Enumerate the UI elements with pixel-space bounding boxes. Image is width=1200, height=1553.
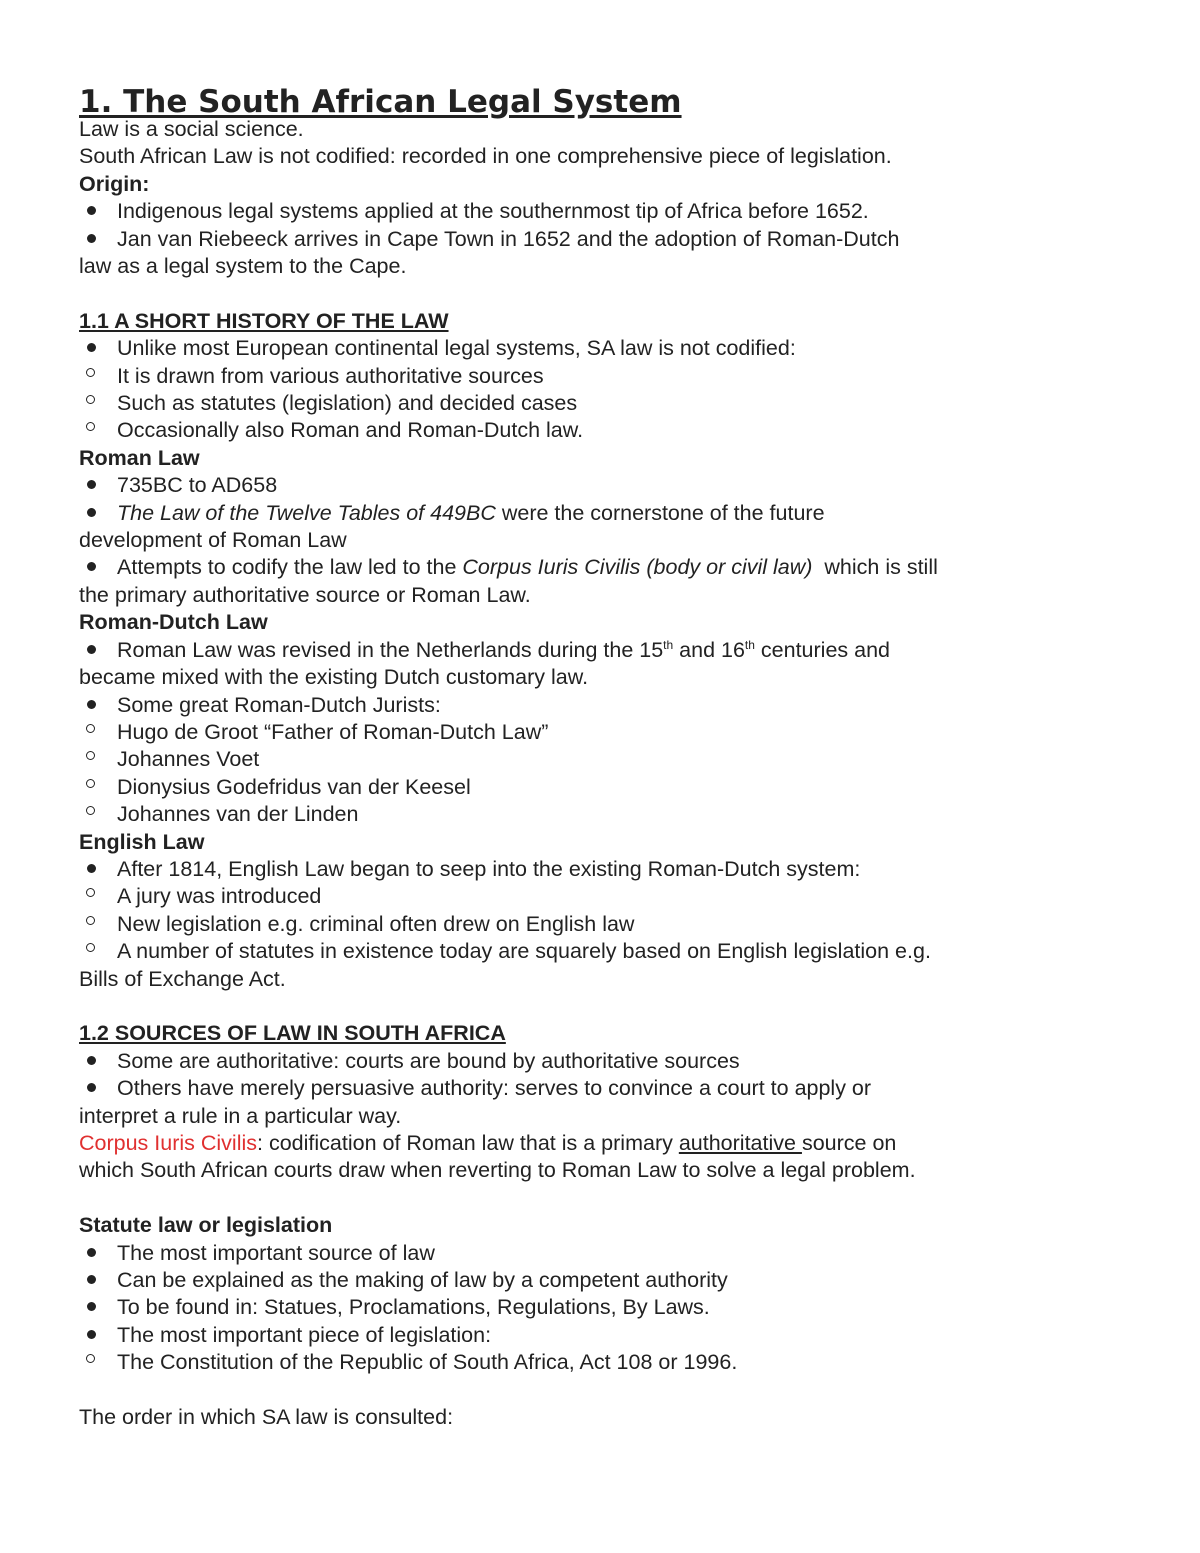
sub-list-item: New legislation e.g. criminal often drew on English law (79, 911, 1119, 938)
page-title: 1. The South African Legal System (79, 84, 682, 120)
sub-bullet-icon (86, 916, 95, 925)
document-body (79, 82, 1119, 1431)
bullet-icon (87, 1056, 96, 1065)
bullet-icon (87, 1330, 96, 1339)
paragraph-continuation: which South African courts draw when reverting to Roman Law to solve a legal problem. (79, 1158, 916, 1183)
bullet-icon (87, 234, 96, 243)
sub-list-item: Such as statutes (legislation) and decided cases (79, 390, 1119, 417)
list-item-continuation: the primary authoritative source or Roman Law. (79, 582, 531, 607)
bullet-icon (87, 1248, 96, 1257)
bullet-icon (87, 1302, 96, 1311)
sub-list-item: A jury was introduced (79, 883, 1119, 910)
list-item: 735BC to AD658 (79, 472, 1119, 499)
sub-bullet-icon (86, 368, 95, 377)
bullet-icon (87, 1275, 96, 1284)
sub-list-item: The Constitution of the Republic of South Africa, Act 108 or 1996. (79, 1349, 1119, 1376)
sub-bullet-icon (86, 806, 95, 815)
sub-bullet-icon (86, 724, 95, 733)
paragraph: South African Law is not codified: recorded in one comprehensive piece of legislation. (79, 144, 892, 169)
subheading-roman-law: Roman Law (79, 445, 200, 470)
bullet-icon (87, 645, 96, 654)
sub-list-item: Hugo de Groot “Father of Roman-Dutch Law” (79, 719, 1119, 746)
sub-bullet-icon (86, 1354, 95, 1363)
sub-list-item: Occasionally also Roman and Roman-Dutch law. (79, 417, 1119, 444)
sub-bullet-icon (86, 779, 95, 788)
list-item: The Law of the Twelve Tables of 449BC were the cornerstone of the future (79, 500, 1119, 527)
closing-paragraph: The order in which SA law is consulted: (79, 1405, 454, 1430)
list-item-continuation: interpret a rule in a particular way. (79, 1103, 402, 1128)
list-item: Jan van Riebeeck arrives in Cape Town in 1652 and the adoption of Roman-Dutch (79, 226, 1119, 253)
section-heading-history: 1.1 A SHORT HISTORY OF THE LAW (79, 308, 449, 333)
sub-list-item: It is drawn from various authoritative sources (79, 363, 1119, 390)
bullet-icon (87, 700, 96, 709)
list-item-continuation: development of Roman Law (79, 528, 347, 553)
list-item-continuation: became mixed with the existing Dutch customary law. (79, 665, 589, 690)
sub-list-item: Johannes van der Linden (79, 801, 1119, 828)
sub-bullet-icon (86, 395, 95, 404)
bullet-icon (87, 562, 96, 571)
sub-list-item: Johannes Voet (79, 746, 1119, 773)
bullet-icon (87, 480, 96, 489)
sub-list-item: A number of statutes in existence today are squarely based on English legislation e.g. (79, 938, 1119, 965)
bullet-icon (87, 206, 96, 215)
list-item: Attempts to codify the law led to the Corpus Iuris Civilis (body or civil law) which is still (79, 554, 1119, 581)
bullet-icon (87, 864, 96, 873)
sub-bullet-icon (86, 751, 95, 760)
list-item: The most important piece of legislation: (79, 1322, 1119, 1349)
list-item: Others have merely persuasive authority: serves to convince a court to apply or (79, 1075, 1119, 1102)
list-item: To be found in: Statues, Proclamations, Regulations, By Laws. (79, 1294, 1119, 1321)
bullet-icon (87, 508, 96, 517)
list-item: After 1814, English Law began to seep into the existing Roman-Dutch system: (79, 856, 1119, 883)
definition-paragraph: Corpus Iuris Civilis: codification of Roman law that is a primary authoritative source on (79, 1131, 897, 1155)
subheading-english-law: English Law (79, 829, 205, 854)
highlighted-term: Corpus Iuris Civilis (79, 1131, 258, 1155)
subheading-origin: Origin: (79, 171, 150, 196)
list-item: Some great Roman-Dutch Jurists: (79, 692, 1119, 719)
list-item: Some are authoritative: courts are bound by authoritative sources (79, 1048, 1119, 1075)
bullet-icon (87, 1083, 96, 1092)
sub-list-item: Dionysius Godefridus van der Keesel (79, 774, 1119, 801)
list-item: Unlike most European continental legal systems, SA law is not codified: (79, 335, 1119, 362)
list-item: Roman Law was revised in the Netherlands during the 15th and 16th centuries and (79, 637, 1119, 664)
list-item: Can be explained as the making of law by a competent authority (79, 1267, 1119, 1294)
list-item-continuation: law as a legal system to the Cape. (79, 254, 407, 279)
list-item: The most important source of law (79, 1240, 1119, 1267)
subheading-roman-dutch-law: Roman-Dutch Law (79, 610, 268, 635)
sub-bullet-icon (86, 888, 95, 897)
sub-bullet-icon (86, 943, 95, 952)
list-item: Indigenous legal systems applied at the southernmost tip of Africa before 1652. (79, 198, 1119, 225)
list-item-continuation: Bills of Exchange Act. (79, 966, 286, 991)
subheading-statute-law: Statute law or legislation (79, 1213, 333, 1238)
bullet-icon (87, 343, 96, 352)
section-heading-sources: 1.2 SOURCES OF LAW IN SOUTH AFRICA (79, 1021, 506, 1046)
paragraph: Law is a social science. (79, 117, 304, 141)
sub-bullet-icon (86, 422, 95, 431)
